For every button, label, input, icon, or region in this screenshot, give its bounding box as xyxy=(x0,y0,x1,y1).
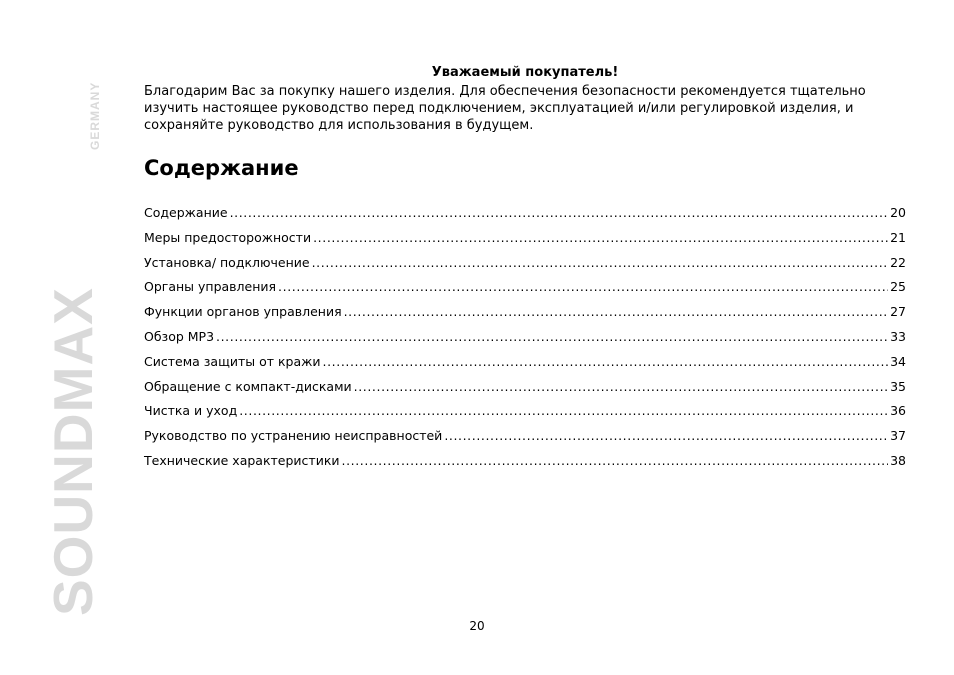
toc-item xyxy=(144,399,906,424)
toc-item-page: 22 xyxy=(890,254,906,270)
toc-item-page: 36 xyxy=(890,403,906,419)
toc-leader-dots xyxy=(323,350,889,375)
toc-item-label: Функции органов управления xyxy=(144,304,342,320)
toc-item-label: Обзор MP3 xyxy=(144,328,215,344)
toc-item xyxy=(144,251,906,276)
toc-leader-dots xyxy=(313,226,888,251)
page-number: 20 xyxy=(469,619,485,633)
toc-item-page: 25 xyxy=(890,279,906,295)
toc-item-page: 35 xyxy=(890,378,906,394)
toc-item xyxy=(144,300,906,325)
brand-name: SOUNDMAX xyxy=(42,287,104,616)
toc-leader-dots xyxy=(278,275,888,300)
toc-item-label: Обращение с компакт-дисками xyxy=(144,378,352,394)
toc-item-label: Технические характеристики xyxy=(144,452,340,468)
page-content xyxy=(144,63,906,474)
toc-item xyxy=(144,275,906,300)
toc-item xyxy=(144,201,906,226)
toc-leader-dots xyxy=(354,375,888,400)
toc-item xyxy=(144,449,906,474)
toc-item-page: 33 xyxy=(890,328,906,344)
toc-item-label: Чистка и уход xyxy=(144,403,238,419)
toc-item-label: Содержание xyxy=(144,205,228,220)
toc-item-label: Органы управления xyxy=(144,279,277,295)
intro-paragraph: Благодарим Вас за покупку нашего изделия. Для обеспечения безопасности рекомендуется тщательно изучить настоящее руководство перед подключением, эксплуатацией и/или регулировкой изделия, и сохраняйте руководство для использования в будущем. xyxy=(144,84,866,133)
greeting-heading: Уважаемый покупатель! xyxy=(431,65,619,80)
table-of-contents xyxy=(144,201,906,474)
toc-leader-dots xyxy=(216,325,888,350)
toc-item-label: Руководство по устранению неисправностей xyxy=(144,428,443,444)
toc-item-page: 20 xyxy=(890,205,906,220)
toc-item-page: 37 xyxy=(890,428,906,444)
toc-item-label: Установка/ подключение xyxy=(144,254,310,270)
toc-item-page: 21 xyxy=(890,229,906,245)
toc-leader-dots xyxy=(239,399,888,424)
toc-title: Содержание xyxy=(144,156,299,180)
brand-tagline: GERMANY xyxy=(88,81,102,150)
toc-leader-dots xyxy=(312,251,888,276)
toc-item-page: 38 xyxy=(890,452,906,468)
toc-item-label: Меры предосторожности xyxy=(144,229,312,245)
toc-item-page: 27 xyxy=(890,304,906,320)
toc-item xyxy=(144,350,906,375)
brand-logo xyxy=(40,60,102,625)
toc-item-label: Система защиты от кражи xyxy=(144,353,321,369)
toc-leader-dots xyxy=(230,201,889,226)
toc-item xyxy=(144,226,906,251)
toc-item-page: 34 xyxy=(890,353,906,369)
toc-item xyxy=(144,375,906,400)
toc-item xyxy=(144,424,906,449)
toc-item xyxy=(144,325,906,350)
toc-leader-dots xyxy=(342,449,889,474)
toc-leader-dots xyxy=(344,300,888,325)
toc-leader-dots xyxy=(444,424,888,449)
